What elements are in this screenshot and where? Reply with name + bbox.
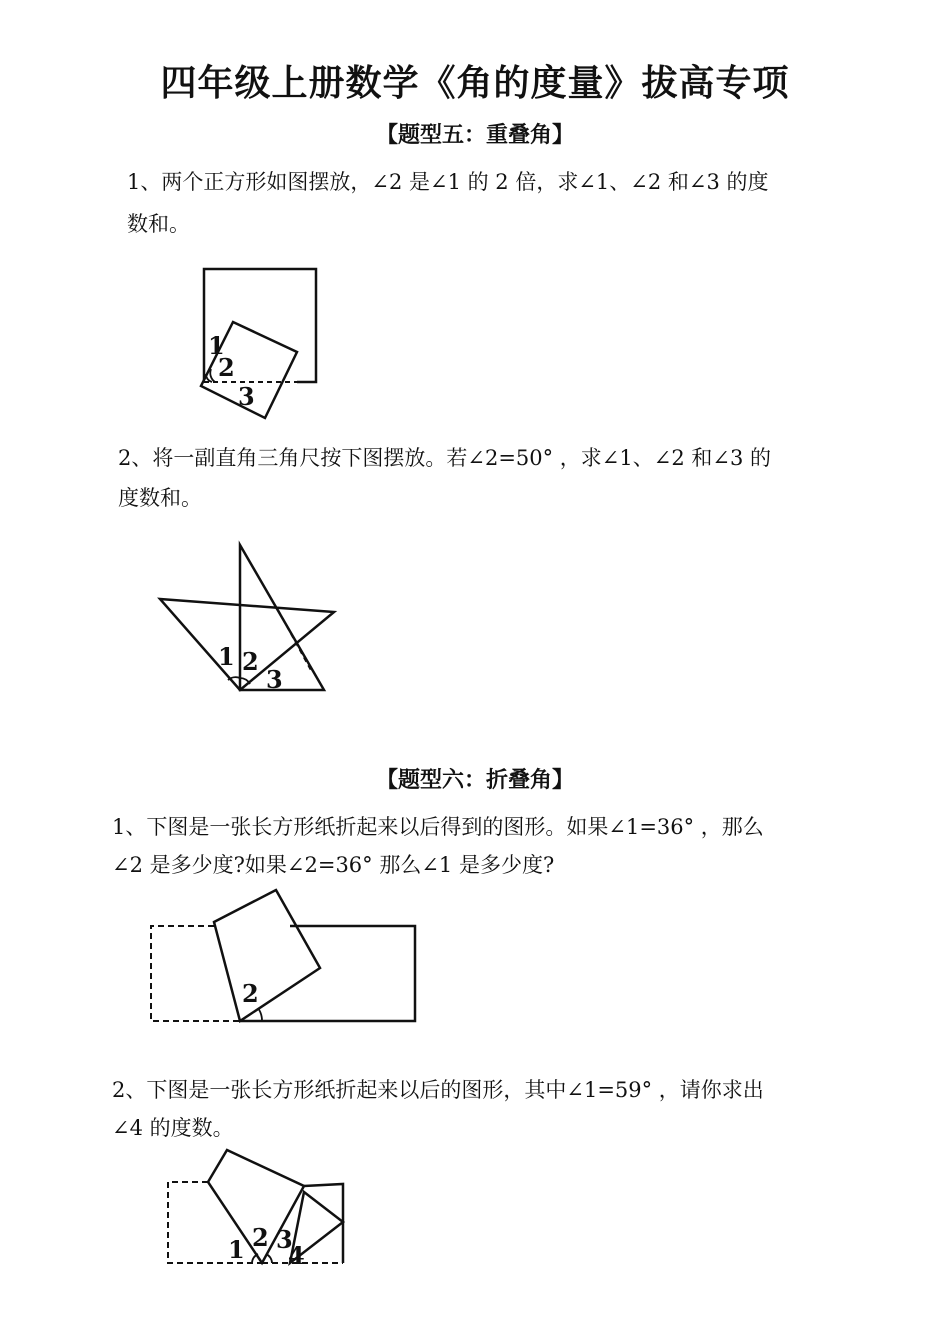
question-5-1-line-1: 1、两个正方形如图摆放，∠2 是∠1 的 2 倍，求∠1、∠2 和∠3 的度 bbox=[127, 170, 769, 194]
figure-folded-rectangle-1 bbox=[151, 890, 415, 1021]
angle-arc bbox=[252, 1254, 258, 1263]
page-title: 四年级上册数学《角的度量》拔高专项 bbox=[160, 63, 790, 104]
question-6-2-line-2: ∠4 的度数。 bbox=[112, 1116, 234, 1140]
angle-label-4: 4 bbox=[288, 1241, 305, 1270]
angle-arc bbox=[266, 1254, 272, 1263]
rectangle-solid-edge bbox=[240, 926, 415, 1021]
angle-label-3: 3 bbox=[276, 1225, 293, 1254]
angle-label-2: 2 bbox=[242, 979, 259, 1008]
angle-arc bbox=[258, 1008, 262, 1021]
angle-arc bbox=[210, 369, 215, 382]
angle-label-1: 1 bbox=[208, 331, 225, 360]
question-6-2-line-1: 2、下图是一张长方形纸折起来以后的图形，其中∠1=59° ，请你求出 bbox=[112, 1078, 764, 1102]
question-5-2-line-1: 2、将一副直角三角尺按下图摆放。若∠2=50° ，求∠1、∠2 和∠3 的 bbox=[118, 446, 772, 470]
folded-flap bbox=[214, 890, 320, 1021]
angle-arc bbox=[240, 678, 250, 684]
angle-label-3: 3 bbox=[266, 665, 283, 694]
angle-label-2: 2 bbox=[218, 353, 235, 382]
angle-label-2: 2 bbox=[242, 647, 259, 676]
question-6-1-line-2: ∠2 是多少度?如果∠2=36° 那么∠1 是多少度? bbox=[112, 853, 555, 877]
section-heading-folding-angles: 【题型六：折叠角】 bbox=[375, 767, 574, 793]
question-5-2-line-2: 度数和。 bbox=[118, 486, 202, 510]
section-heading-overlap-angles: 【题型五：重叠角】 bbox=[375, 122, 574, 148]
question-5-1-line-2: 数和。 bbox=[127, 212, 190, 236]
angle-label-2: 2 bbox=[252, 1223, 269, 1252]
angle-label-1: 1 bbox=[228, 1235, 245, 1264]
question-6-1-line-1: 1、下图是一张长方形纸折起来以后得到的图形。如果∠1=36° ，那么 bbox=[112, 815, 764, 839]
angle-label-1: 1 bbox=[218, 642, 235, 671]
set-square-a bbox=[160, 599, 334, 690]
angle-label-3: 3 bbox=[238, 382, 255, 411]
